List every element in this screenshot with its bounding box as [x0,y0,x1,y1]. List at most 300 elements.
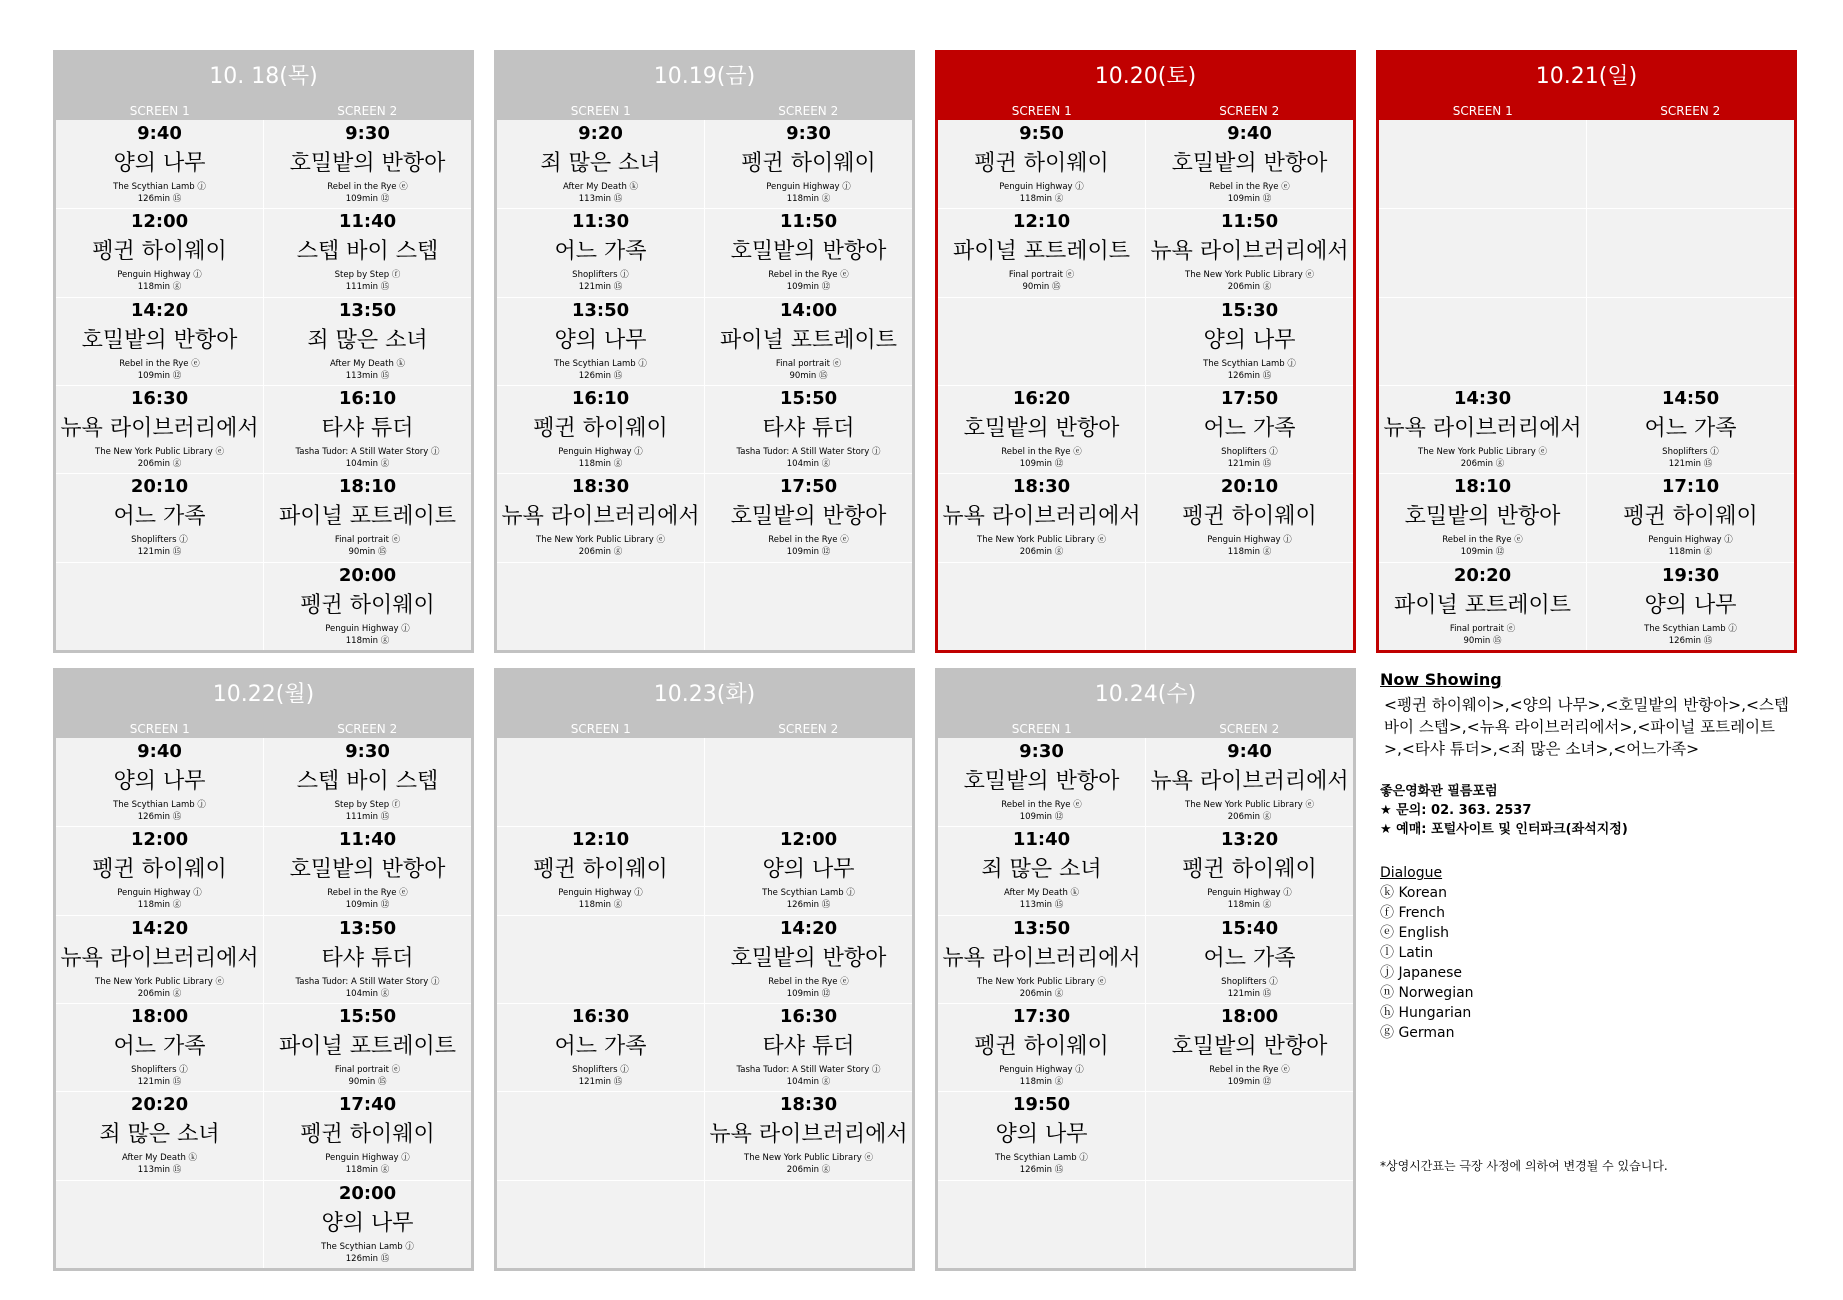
screening-cell [56,297,263,385]
runtime-rating: 121min ⑮ [1227,459,1272,469]
runtime-rating: 206min ⓖ [137,459,182,469]
row-divider [938,1180,1353,1181]
runtime-rating: 126min ⑮ [137,812,182,822]
day-panel [1376,50,1797,653]
film-title: 스텝 바이 스텝 [296,769,439,794]
runtime-rating: 90min ⑮ [789,371,828,381]
film-english-title: Rebel in the Rye ⓔ [1442,535,1523,545]
runtime-rating: 104min ⓖ [786,459,831,469]
screen-header-row [497,721,912,737]
film-english-title: The Scythian Lamb ⓙ [113,182,206,192]
screening-cell [705,120,912,208]
showtime: 13:50 [1012,918,1071,939]
showtime: 17:10 [1661,476,1720,497]
screen-header-row [56,103,471,119]
runtime-rating: 109min ⑫ [786,547,831,557]
runtime-rating: 113min ⑮ [1019,900,1064,910]
showtime: 16:20 [1012,388,1071,409]
film-title: 호밀밭의 반항아 [963,416,1120,441]
showtime: 20:20 [130,1094,189,1115]
day-date: 10.21(일) [1535,64,1638,89]
day-panel [494,50,915,653]
showtime: 11:50 [1220,211,1279,232]
row-divider [938,562,1353,563]
runtime-rating: 109min ⑫ [1227,194,1272,204]
film-english-title: Penguin Highway ⓙ [117,888,202,898]
film-english-title: Rebel in the Rye ⓔ [1209,1065,1290,1075]
screening-cell [938,385,1145,473]
film-english-title: The New York Public Library ⓔ [1418,447,1547,457]
runtime-rating: 111min ⑮ [345,282,390,292]
film-english-title: Tasha Tudor: A Still Water Story ⓙ [295,447,440,457]
screen-label: SCREEN 2 [1660,104,1721,118]
film-english-title: Rebel in the Rye ⓔ [768,270,849,280]
runtime-rating: 113min ⑮ [137,1165,182,1175]
showtime: 16:10 [338,388,397,409]
film-english-title: Penguin Highway ⓙ [1207,888,1292,898]
runtime-rating: 109min ⑫ [1019,812,1064,822]
screening-cell [264,385,471,473]
film-title: 호밀밭의 반항아 [730,504,887,529]
showtime: 13:50 [571,300,630,321]
film-title: 죄 많은 소녀 [99,1122,220,1147]
film-title: 어느 가족 [113,1034,206,1059]
film-english-title: The New York Public Library ⓔ [1185,270,1314,280]
film-title: 펭귄 하이웨이 [300,593,435,618]
showtime: 14:50 [1661,388,1720,409]
film-english-title: After My Death ⓚ [1003,888,1080,898]
showtime: 9:40 [137,123,182,144]
booking-info: ★ 예매: 포털사이트 및 인터파크(좌석지정) [1380,822,1628,837]
film-english-title: Shoplifters ⓙ [131,535,188,545]
showtime: 18:30 [779,1094,838,1115]
runtime-rating: 118min ⓖ [345,1165,390,1175]
runtime-rating: 109min ⑫ [1019,459,1064,469]
contact-phone: ★ 문의: 02. 363. 2537 [1380,803,1532,818]
runtime-rating: 104min ⓖ [345,989,390,999]
film-title: 호밀밭의 반항아 [1171,1034,1328,1059]
showtime: 18:00 [1220,1006,1279,1027]
film-title: 어느 가족 [554,239,647,264]
showtime: 14:20 [779,918,838,939]
film-english-title: Penguin Highway ⓙ [999,1065,1084,1075]
showtime: 9:40 [1227,741,1272,762]
day-panel [935,50,1356,653]
runtime-rating: 126min ⑮ [1227,371,1272,381]
runtime-rating: 118min ⓖ [137,900,182,910]
screening-cell [705,1091,912,1179]
film-title: 양의 나무 [1644,593,1737,618]
schedule-notice: *상영시간표는 극장 사정에 의하여 변경될 수 있습니다. [1380,1159,1668,1173]
film-title: 뉴욕 라이브러리에서 [60,416,259,441]
screening-cell [56,1003,263,1091]
screen-label: SCREEN 1 [129,722,190,736]
screening-cell [264,738,471,826]
film-english-title: The New York Public Library ⓔ [977,977,1106,987]
screening-cell [56,208,263,296]
showtime: 17:50 [1220,388,1279,409]
screening-cell [1146,1003,1353,1091]
screening-cell [1146,297,1353,385]
showtime: 19:50 [1012,1094,1071,1115]
runtime-rating: 118min ⓖ [1019,194,1064,204]
film-english-title: After My Death ⓚ [121,1153,198,1163]
showtime: 9:50 [1019,123,1064,144]
film-title: 펭귄 하이웨이 [92,239,227,264]
runtime-rating: 206min ⓖ [137,989,182,999]
screening-cell [1379,473,1586,561]
screening-cell [1379,562,1586,650]
runtime-rating: 121min ⑮ [137,547,182,557]
runtime-rating: 113min ⑮ [345,371,390,381]
showtime: 11:50 [779,211,838,232]
film-title: 파이널 포트레이트 [278,1034,456,1059]
film-english-title: The Scythian Lamb ⓙ [762,888,855,898]
runtime-rating: 206min ⓖ [1227,282,1272,292]
film-title: 죄 많은 소녀 [981,857,1102,882]
showtime: 15:50 [779,388,838,409]
showtime: 15:50 [338,1006,397,1027]
showtime: 13:50 [338,918,397,939]
film-english-title: Rebel in the Rye ⓔ [1209,182,1290,192]
film-english-title: Penguin Highway ⓙ [325,1153,410,1163]
showtime-grid [938,120,1353,650]
film-english-title: Penguin Highway ⓙ [766,182,851,192]
showtime: 14:30 [1453,388,1512,409]
day-panel [494,668,915,1271]
runtime-rating: 126min ⑮ [786,900,831,910]
screening-cell [938,738,1145,826]
screening-cell [56,915,263,1003]
film-english-title: Rebel in the Rye ⓔ [1001,447,1082,457]
film-title: 어느 가족 [1203,416,1296,441]
film-english-title: Final portrait ⓔ [1449,624,1516,634]
day-date: 10.23(화) [653,682,756,707]
screening-cell [56,826,263,914]
film-title: 스텝 바이 스텝 [296,239,439,264]
screen-label: SCREEN 2 [337,104,398,118]
runtime-rating: 118min ⓖ [578,459,623,469]
screening-cell [264,1003,471,1091]
film-english-title: The New York Public Library ⓔ [95,977,224,987]
film-title: 타샤 튜더 [321,416,414,441]
showtime: 11:40 [338,829,397,850]
screen-label: SCREEN 1 [570,722,631,736]
film-english-title: Final portrait ⓔ [1008,270,1075,280]
screening-cell [497,385,704,473]
film-title: 펭귄 하이웨이 [533,857,668,882]
language-item: ⓙ Japanese [1380,965,1463,981]
language-item: ⓖ German [1380,1025,1455,1041]
screening-cell [497,826,704,914]
film-title: 호밀밭의 반항아 [1171,151,1328,176]
film-title: 양의 나무 [995,1122,1088,1147]
theater-name: 좋은영화관 필름포럼 [1380,784,1498,799]
showtime: 9:40 [1227,123,1272,144]
runtime-rating: 206min ⓖ [1227,812,1272,822]
film-english-title: Penguin Highway ⓙ [1648,535,1733,545]
film-english-title: Rebel in the Rye ⓔ [1001,800,1082,810]
showtime-grid [497,120,912,650]
runtime-rating: 109min ⑫ [1460,547,1505,557]
showtime: 20:00 [338,1183,397,1204]
film-title: 뉴욕 라이브러리에서 [60,946,259,971]
showtime: 9:20 [578,123,623,144]
language-item: ⓚ Korean [1380,885,1448,901]
film-title: 호밀밭의 반항아 [289,857,446,882]
day-panel [53,668,474,1271]
showtime: 12:10 [571,829,630,850]
screen-header-row [56,721,471,737]
showtime: 13:20 [1220,829,1279,850]
screening-cell [705,1003,912,1091]
showtime: 17:40 [338,1094,397,1115]
row-divider [1379,297,1794,298]
language-item: ⓗ Hungarian [1380,1005,1472,1021]
day-date: 10.22(월) [212,682,315,707]
film-english-title: After My Death ⓚ [329,359,406,369]
runtime-rating: 109min ⑫ [786,989,831,999]
film-title: 펭귄 하이웨이 [300,1122,435,1147]
runtime-rating: 121min ⑮ [578,1077,623,1087]
film-english-title: Penguin Highway ⓙ [1207,535,1292,545]
showtime: 14:00 [779,300,838,321]
showtime: 9:30 [786,123,831,144]
film-english-title: The New York Public Library ⓔ [744,1153,873,1163]
film-title: 파이널 포트레이트 [719,328,897,353]
film-title: 파이널 포트레이트 [1393,593,1571,618]
film-english-title: The New York Public Library ⓔ [977,535,1106,545]
runtime-rating: 118min ⓖ [345,636,390,646]
screening-cell [705,473,912,561]
runtime-rating: 126min ⑮ [1668,636,1713,646]
runtime-rating: 104min ⓖ [786,1077,831,1087]
film-title: 양의 나무 [113,151,206,176]
film-title: 펭귄 하이웨이 [1182,504,1317,529]
film-title: 호밀밭의 반항아 [81,328,238,353]
runtime-rating: 121min ⑮ [578,282,623,292]
screening-cell [938,1091,1145,1179]
screening-cell [705,297,912,385]
showtime: 11:30 [571,211,630,232]
runtime-rating: 90min ⑮ [1022,282,1061,292]
screen-label: SCREEN 1 [1011,104,1072,118]
runtime-rating: 109min ⑫ [786,282,831,292]
runtime-rating: 109min ⑫ [345,900,390,910]
film-english-title: Final portrait ⓔ [334,1065,401,1075]
runtime-rating: 118min ⓖ [137,282,182,292]
runtime-rating: 109min ⑫ [1227,1077,1272,1087]
showtime: 12:00 [130,829,189,850]
showtime: 17:50 [779,476,838,497]
film-english-title: Shoplifters ⓙ [1221,977,1278,987]
screening-cell [1146,208,1353,296]
film-title: 양의 나무 [554,328,647,353]
screening-cell [497,208,704,296]
showtime: 17:30 [1012,1006,1071,1027]
now-showing-list: <펭귄 하이웨이>,<양의 나무>,<호밀밭의 반항아>,<스텝 바이 스텝>,<뉴욕 라이브러리에서>,<파이널 포트레이트>,<타샤 튜더>,<죄 많은 소녀>,<어느가족> [1384,696,1789,758]
film-english-title: Penguin Highway ⓙ [558,888,643,898]
film-english-title: Tasha Tudor: A Still Water Story ⓙ [736,447,881,457]
language-item: ⓕ French [1380,905,1445,921]
film-english-title: Tasha Tudor: A Still Water Story ⓙ [295,977,440,987]
screen-header-row [497,103,912,119]
showtime: 16:30 [779,1006,838,1027]
runtime-rating: 118min ⓖ [1227,547,1272,557]
screening-cell [56,473,263,561]
day-date: 10.19(금) [653,64,756,89]
screening-cell [264,297,471,385]
runtime-rating: 104min ⓖ [345,459,390,469]
screening-cell [938,1003,1145,1091]
film-english-title: The New York Public Library ⓔ [95,447,224,457]
runtime-rating: 126min ⑮ [1019,1165,1064,1175]
showtime-grid [56,120,471,650]
film-english-title: The New York Public Library ⓔ [536,535,665,545]
screening-cell [1146,915,1353,1003]
film-english-title: Step by Step ⓕ [334,800,401,810]
now-showing-heading: Now Showing [1380,670,1502,689]
showtime: 18:00 [130,1006,189,1027]
screening-cell [264,562,471,650]
film-title: 타샤 튜더 [762,1034,855,1059]
runtime-rating: 206min ⓖ [1460,459,1505,469]
screening-cell [497,120,704,208]
showtime: 14:20 [130,300,189,321]
showtime: 19:30 [1661,565,1720,586]
screen-header-row [938,103,1353,119]
dialogue-heading: Dialogue [1380,865,1443,881]
film-title: 호밀밭의 반항아 [963,769,1120,794]
showtime: 9:30 [345,741,390,762]
runtime-rating: 206min ⓖ [578,547,623,557]
runtime-rating: 118min ⓖ [786,194,831,204]
showtime: 16:30 [571,1006,630,1027]
film-title: 호밀밭의 반항아 [730,946,887,971]
runtime-rating: 118min ⓖ [578,900,623,910]
runtime-rating: 118min ⓖ [1019,1077,1064,1087]
screen-label: SCREEN 2 [1219,104,1280,118]
film-title: 양의 나무 [1203,328,1296,353]
screening-cell [1587,562,1794,650]
film-english-title: Tasha Tudor: A Still Water Story ⓙ [736,1065,881,1075]
day-panel [53,50,474,653]
screening-cell [938,120,1145,208]
screen-label: SCREEN 1 [570,104,631,118]
runtime-rating: 90min ⑮ [1463,636,1502,646]
film-title: 뉴욕 라이브러리에서 [942,504,1141,529]
showtime-grid [1379,120,1794,650]
screening-cell [497,1003,704,1091]
runtime-rating: 121min ⑮ [137,1077,182,1087]
film-title: 펭귄 하이웨이 [1182,857,1317,882]
film-english-title: The New York Public Library ⓔ [1185,800,1314,810]
info-panel [1380,670,1790,1043]
film-title: 뉴욕 라이브러리에서 [942,946,1141,971]
film-english-title: Final portrait ⓔ [334,535,401,545]
screening-cell [264,1180,471,1268]
screening-cell [264,473,471,561]
film-english-title: Shoplifters ⓙ [572,1065,629,1075]
runtime-rating: 206min ⓖ [1019,547,1064,557]
day-date: 10.20(토) [1094,64,1197,89]
screening-cell [264,208,471,296]
row-divider [497,1180,912,1181]
film-english-title: Final portrait ⓔ [775,359,842,369]
film-title: 펭귄 하이웨이 [974,151,1109,176]
screening-cell [705,915,912,1003]
runtime-rating: 121min ⑮ [1668,459,1713,469]
showtime: 9:30 [1019,741,1064,762]
contact-block [1380,782,1790,839]
screening-cell [938,915,1145,1003]
showtime: 15:30 [1220,300,1279,321]
screening-cell [938,208,1145,296]
screening-cell [1587,385,1794,473]
film-title: 뉴욕 라이브러리에서 [709,1122,908,1147]
screening-cell [1146,738,1353,826]
film-title: 뉴욕 라이브러리에서 [1150,239,1349,264]
screen-label: SCREEN 1 [1452,104,1513,118]
showtime: 12:10 [1012,211,1071,232]
film-english-title: The Scythian Lamb ⓙ [554,359,647,369]
screening-cell [264,120,471,208]
film-title: 죄 많은 소녀 [307,328,428,353]
screening-cell [1146,385,1353,473]
film-english-title: The Scythian Lamb ⓙ [1203,359,1296,369]
showtime: 20:00 [338,565,397,586]
language-item: ⓝ Norwegian [1380,985,1474,1001]
film-english-title: Rebel in the Rye ⓔ [768,535,849,545]
screening-cell [705,208,912,296]
showtime: 20:10 [1220,476,1279,497]
screen-label: SCREEN 2 [778,722,839,736]
runtime-rating: 118min ⓖ [1668,547,1713,557]
film-title: 호밀밭의 반항아 [730,239,887,264]
film-title: 어느 가족 [554,1034,647,1059]
language-legend [1380,883,1790,1043]
film-english-title: Rebel in the Rye ⓔ [327,182,408,192]
showtime: 12:00 [779,829,838,850]
film-english-title: Rebel in the Rye ⓔ [119,359,200,369]
film-title: 펭귄 하이웨이 [741,151,876,176]
film-title: 죄 많은 소녀 [540,151,661,176]
screening-cell [56,738,263,826]
showtime: 9:30 [345,123,390,144]
showtime: 15:40 [1220,918,1279,939]
showtime: 16:10 [571,388,630,409]
runtime-rating: 126min ⑮ [137,194,182,204]
film-english-title: The Scythian Lamb ⓙ [321,1242,414,1252]
screening-cell [1146,473,1353,561]
film-english-title: Penguin Highway ⓙ [325,624,410,634]
screen-label: SCREEN 2 [778,104,839,118]
film-title: 펭귄 하이웨이 [92,857,227,882]
runtime-rating: 206min ⓖ [786,1165,831,1175]
film-title: 파이널 포트레이트 [278,504,456,529]
showtime-grid [56,738,471,1268]
runtime-rating: 126min ⑮ [578,371,623,381]
screen-label: SCREEN 2 [337,722,398,736]
film-title: 호밀밭의 반항아 [1404,504,1561,529]
showtime: 20:10 [130,476,189,497]
film-english-title: Penguin Highway ⓙ [999,182,1084,192]
showtime: 18:30 [571,476,630,497]
film-title: 양의 나무 [113,769,206,794]
film-english-title: Shoplifters ⓙ [1662,447,1719,457]
film-english-title: The Scythian Lamb ⓙ [113,800,206,810]
showtime: 11:40 [338,211,397,232]
